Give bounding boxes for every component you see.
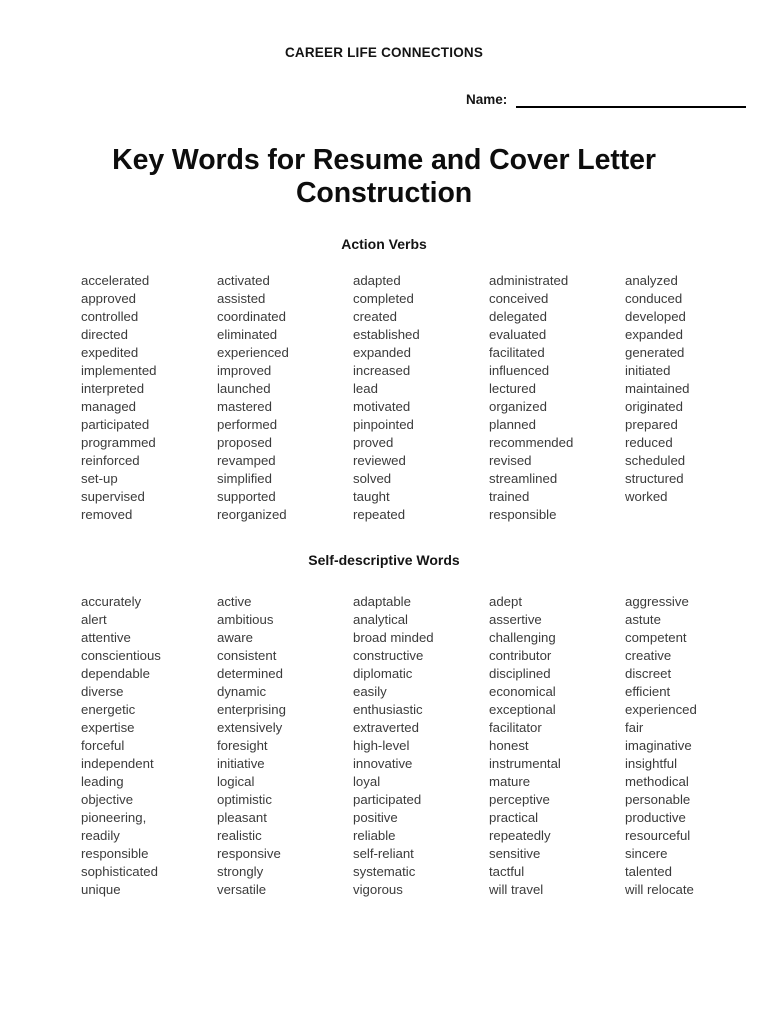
word-item: implemented <box>81 363 157 378</box>
word-item: trained <box>489 489 530 504</box>
word-item: initiated <box>625 363 671 378</box>
word-item: revised <box>489 453 532 468</box>
word-item: participated <box>353 792 422 807</box>
action-verbs-column-1 <box>81 272 217 524</box>
word-item: accurately <box>81 594 142 609</box>
word-item: honest <box>489 738 529 753</box>
self-descriptive-column-3 <box>353 593 489 899</box>
word-item: prepared <box>625 417 678 432</box>
word-item: participated <box>81 417 150 432</box>
word-item: streamlined <box>489 471 558 486</box>
word-item: energetic <box>81 702 136 717</box>
word-item: supervised <box>81 489 145 504</box>
word-item: broad minded <box>353 630 434 645</box>
word-item: reinforced <box>81 453 140 468</box>
word-item: directed <box>81 327 128 342</box>
word-item: challenging <box>489 630 556 645</box>
word-item: sophisticated <box>81 864 158 879</box>
word-item: versatile <box>217 882 267 897</box>
word-item: insightful <box>625 756 678 771</box>
self-descriptive-column-5 <box>625 593 743 899</box>
word-item: reviewed <box>353 453 406 468</box>
word-item: worked <box>625 489 668 504</box>
word-item: tactful <box>489 864 525 879</box>
word-item: activated <box>217 273 270 288</box>
word-item: completed <box>353 291 414 306</box>
word-item: influenced <box>489 363 550 378</box>
word-item: leading <box>81 774 124 789</box>
word-item: active <box>217 594 252 609</box>
self-descriptive-column-2 <box>217 593 353 899</box>
action-verbs-column-4 <box>489 272 625 524</box>
word-item: recommended <box>489 435 574 450</box>
word-item: originated <box>625 399 683 414</box>
word-item: conscientious <box>81 648 161 663</box>
word-item: forceful <box>81 738 125 753</box>
word-item: motivated <box>353 399 411 414</box>
word-item: expanded <box>353 345 411 360</box>
word-item: adaptable <box>353 594 411 609</box>
word-item: experienced <box>625 702 697 717</box>
word-item: loyal <box>353 774 381 789</box>
word-item: determined <box>217 666 283 681</box>
section-heading-self-descriptive-words: Self-descriptive Words <box>308 552 460 568</box>
word-item: evaluated <box>489 327 547 342</box>
word-item: developed <box>625 309 686 324</box>
word-item: revamped <box>217 453 276 468</box>
action-verbs-column-2 <box>217 272 353 524</box>
word-item: created <box>353 309 397 324</box>
word-item: astute <box>625 612 661 627</box>
word-item: analytical <box>353 612 408 627</box>
word-item: diplomatic <box>353 666 413 681</box>
word-item: increased <box>353 363 411 378</box>
word-item: repeated <box>353 507 406 522</box>
word-item: structured <box>625 471 684 486</box>
word-item: lead <box>353 381 378 396</box>
word-item: conduced <box>625 291 683 306</box>
word-item: self-reliant <box>353 846 414 861</box>
word-item: assisted <box>217 291 266 306</box>
word-item: positive <box>353 810 398 825</box>
word-item: enterprising <box>217 702 286 717</box>
word-item: exceptional <box>489 702 556 717</box>
word-item: organized <box>489 399 547 414</box>
word-item: pleasant <box>217 810 267 825</box>
name-input-line[interactable] <box>516 92 746 108</box>
word-item: perceptive <box>489 792 550 807</box>
word-item: planned <box>489 417 536 432</box>
self-descriptive-words-grid <box>81 593 741 899</box>
word-item: mature <box>489 774 531 789</box>
word-item: will relocate <box>625 882 694 897</box>
word-item: objective <box>81 792 134 807</box>
section-heading-action-verbs: Action Verbs <box>341 236 427 252</box>
word-item: established <box>353 327 420 342</box>
word-item: administrated <box>489 273 569 288</box>
word-item: constructive <box>353 648 424 663</box>
word-item: adept <box>489 594 523 609</box>
word-item: dynamic <box>217 684 267 699</box>
word-item: discreet <box>625 666 672 681</box>
word-item: experienced <box>217 345 289 360</box>
word-item: simplified <box>217 471 272 486</box>
word-item: alert <box>81 612 107 627</box>
word-item: instrumental <box>489 756 561 771</box>
word-item: facilitated <box>489 345 545 360</box>
word-item: taught <box>353 489 390 504</box>
word-item: independent <box>81 756 154 771</box>
word-item: realistic <box>217 828 262 843</box>
word-item: expanded <box>625 327 683 342</box>
word-item: launched <box>217 381 271 396</box>
word-item: reorganized <box>217 507 287 522</box>
word-item: will travel <box>489 882 544 897</box>
word-item: programmed <box>81 435 156 450</box>
word-item: controlled <box>81 309 139 324</box>
word-item: aggressive <box>625 594 689 609</box>
word-item: innovative <box>353 756 413 771</box>
word-item: competent <box>625 630 687 645</box>
word-item: extensively <box>217 720 283 735</box>
word-item: aware <box>217 630 253 645</box>
word-item: foresight <box>217 738 268 753</box>
word-item: easily <box>353 684 387 699</box>
word-item: expedited <box>81 345 139 360</box>
word-item: scheduled <box>625 453 686 468</box>
word-item: productive <box>625 810 686 825</box>
organization-header: CAREER LIFE CONNECTIONS <box>284 45 484 60</box>
word-item: mastered <box>217 399 272 414</box>
word-item: pioneering, <box>81 810 147 825</box>
word-item: creative <box>625 648 672 663</box>
word-item: initiative <box>217 756 265 771</box>
word-item: proved <box>353 435 394 450</box>
action-verbs-column-5 <box>625 272 743 506</box>
word-item: maintained <box>625 381 690 396</box>
word-item: optimistic <box>217 792 272 807</box>
word-item: contributor <box>489 648 552 663</box>
word-item: conceived <box>489 291 549 306</box>
word-item: managed <box>81 399 136 414</box>
word-item: reduced <box>625 435 673 450</box>
word-item: methodical <box>625 774 689 789</box>
word-item: dependable <box>81 666 150 681</box>
word-item: reliable <box>353 828 396 843</box>
word-item: logical <box>217 774 255 789</box>
word-item: improved <box>217 363 272 378</box>
word-item: attentive <box>81 630 131 645</box>
word-item: removed <box>81 507 133 522</box>
word-item: assertive <box>489 612 542 627</box>
self-descriptive-column-4 <box>489 593 625 899</box>
word-item: vigorous <box>353 882 403 897</box>
word-item: lectured <box>489 381 536 396</box>
word-item: supported <box>217 489 276 504</box>
action-verbs-grid <box>81 272 741 524</box>
word-item: delegated <box>489 309 547 324</box>
word-item: talented <box>625 864 672 879</box>
word-item: responsible <box>81 846 149 861</box>
word-item: sincere <box>625 846 668 861</box>
word-item: approved <box>81 291 136 306</box>
word-item: efficient <box>625 684 671 699</box>
name-label: Name: <box>466 91 508 107</box>
word-item: unique <box>81 882 121 897</box>
word-item: performed <box>217 417 278 432</box>
word-item: generated <box>625 345 685 360</box>
word-item: sensitive <box>489 846 541 861</box>
word-item: consistent <box>217 648 277 663</box>
word-item: adapted <box>353 273 401 288</box>
word-item: personable <box>625 792 691 807</box>
word-item: set-up <box>81 471 118 486</box>
word-item: practical <box>489 810 539 825</box>
word-item: economical <box>489 684 556 699</box>
word-item: disciplined <box>489 666 551 681</box>
word-item: readily <box>81 828 120 843</box>
word-item: ambitious <box>217 612 274 627</box>
word-item: pinpointed <box>353 417 414 432</box>
self-descriptive-column-1 <box>81 593 217 899</box>
word-item: solved <box>353 471 392 486</box>
word-item: interpreted <box>81 381 145 396</box>
word-item: expertise <box>81 720 135 735</box>
word-item: responsive <box>217 846 281 861</box>
word-item: responsible <box>489 507 557 522</box>
name-field-row <box>466 92 746 108</box>
word-item: proposed <box>217 435 272 450</box>
word-item: coordinated <box>217 309 286 324</box>
action-verbs-column-3 <box>353 272 489 524</box>
word-item: accelerated <box>81 273 150 288</box>
word-item: extraverted <box>353 720 419 735</box>
word-item: facilitator <box>489 720 542 735</box>
word-item: analyzed <box>625 273 678 288</box>
word-item: strongly <box>217 864 264 879</box>
word-item: repeatedly <box>489 828 551 843</box>
page-title: Key Words for Resume and Cover Letter Construction <box>112 144 656 210</box>
word-item: imaginative <box>625 738 692 753</box>
word-item: resourceful <box>625 828 691 843</box>
word-item: fair <box>625 720 644 735</box>
word-item: systematic <box>353 864 416 879</box>
word-item: eliminated <box>217 327 278 342</box>
word-item: enthusiastic <box>353 702 423 717</box>
word-item: high-level <box>353 738 410 753</box>
word-item: diverse <box>81 684 124 699</box>
